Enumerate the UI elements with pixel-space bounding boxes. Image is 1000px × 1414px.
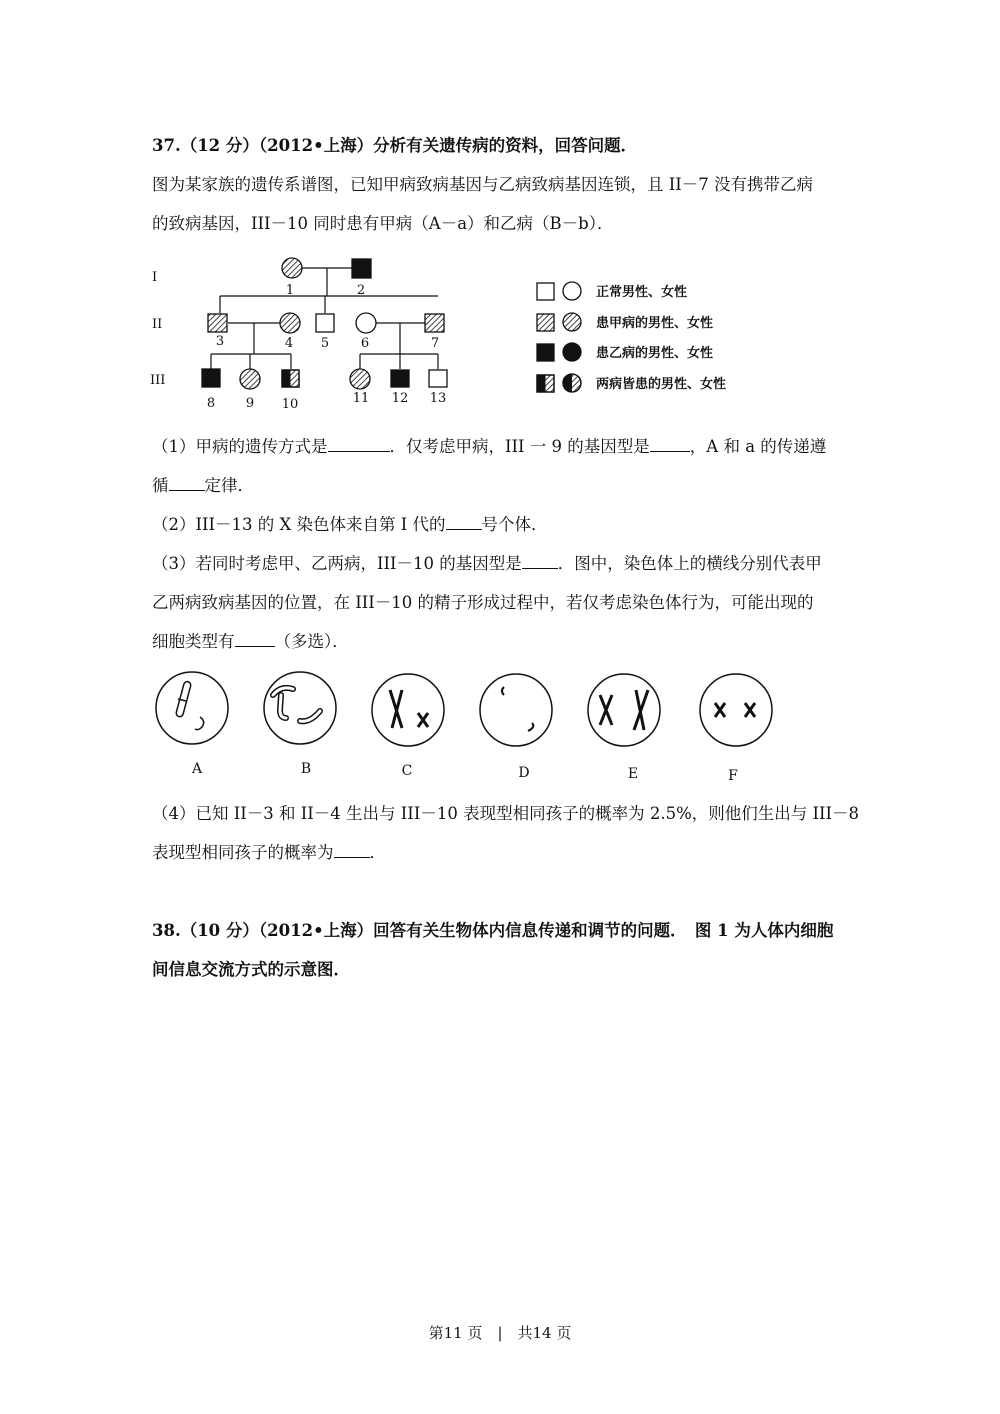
cell-label-E: E — [627, 766, 639, 782]
individual-label-10: 10 — [281, 397, 299, 412]
legend-disease-a-male-icon — [537, 314, 554, 331]
legend-disease-b-male-icon — [537, 344, 554, 361]
question-4-line2 — [152, 839, 386, 863]
individual-label-8: 8 — [206, 396, 216, 411]
individual-label-12: 12 — [391, 391, 409, 406]
q1-text-c: ，A 和 a 的传递遵 — [689, 437, 827, 456]
q2-blank-individual[interactable] — [446, 515, 482, 530]
question-38-line1: 38.（10 分）（2012•上海）回答有关生物体内信息传递和调节的问题． 图 1 为人体内细胞 — [152, 921, 834, 940]
pedigree-legend — [534, 278, 754, 398]
q4-text-b: 表现型相同孩子的概率为 — [152, 843, 334, 862]
question-3-line2: 乙两病致病基因的位置，在 III－10 的精子形成过程中，若仅考虑染色体行为，可能出现的 — [152, 593, 814, 612]
q3-blank-cell-types[interactable] — [235, 632, 275, 647]
question-37-intro-line1: 图为某家族的遗传系谱图，已知甲病致病基因与乙病致病基因连锁，且 II－7 没有携带乙病 — [152, 175, 814, 194]
individual-label-2: 2 — [356, 283, 366, 298]
individual-9-symbol — [240, 369, 260, 389]
q4-blank-probability[interactable] — [334, 843, 370, 858]
cell-A — [156, 672, 228, 744]
page-footer: 第11 页 | 共14 页 — [428, 1324, 572, 1342]
individual-1-symbol — [282, 258, 302, 278]
question-37-intro-line2: 的致病基因，III－10 同时患有甲病（A－a）和乙病（B－b）． — [152, 214, 614, 233]
cell-B — [264, 672, 336, 744]
individual-label-6: 6 — [360, 336, 370, 351]
individual-label-1: 1 — [285, 283, 295, 298]
question-3-line3 — [152, 628, 349, 652]
q4-text-c: ． — [369, 843, 386, 862]
question-1-line1 — [152, 433, 826, 457]
q2-text-b: 号个体． — [481, 515, 548, 534]
individual-label-13: 13 — [429, 391, 447, 406]
q3-text-b: ．图中，染色体上的横线分别代表甲 — [557, 554, 822, 573]
question-2 — [152, 511, 548, 535]
cell-D — [480, 674, 552, 746]
individual-2-symbol — [352, 259, 371, 278]
legend-disease-a-text: 患甲病的男性、女性 — [596, 316, 714, 331]
individual-3-symbol — [208, 314, 227, 332]
q1-text-a: （1）甲病的遗传方式是 — [152, 437, 328, 456]
question-3-line1 — [152, 550, 822, 574]
cell-label-C: C — [401, 763, 413, 779]
legend-normal-female-icon — [563, 282, 581, 300]
q1-blank-inheritance[interactable] — [328, 437, 390, 452]
legend-disease-b-female-icon — [563, 343, 581, 361]
individual-13-symbol — [429, 370, 447, 387]
legend-both-male-icon — [537, 375, 554, 392]
cell-label-B: B — [300, 761, 312, 777]
individual-label-5: 5 — [320, 336, 330, 351]
question-37-title: 37.（12 分）（2012•上海）分析有关遗传病的资料，回答问题． — [152, 136, 638, 155]
legend-normal-male-icon — [537, 283, 554, 300]
individual-6-symbol — [356, 313, 376, 333]
legend-disease-a-female-icon — [563, 313, 581, 331]
q1-text-b: ．仅考虑甲病，III 一 9 的基因型是 — [389, 437, 650, 456]
legend-both-text: 两病皆患的男性、女性 — [596, 377, 727, 392]
individual-10-symbol — [282, 370, 299, 387]
individual-label-9: 9 — [245, 396, 255, 411]
q3-text-c: 细胞类型有 — [152, 632, 235, 651]
cell-diagrams — [140, 665, 800, 790]
q2-text-a: （2）III－13 的 X 染色体来自第 I 代的 — [152, 515, 446, 534]
generation-label-III: III — [150, 373, 166, 388]
question-38-line2: 间信息交流方式的示意图． — [152, 960, 350, 979]
legend-both-female-icon — [563, 374, 581, 392]
individual-4-symbol — [280, 313, 300, 333]
pedigree-diagram — [140, 248, 460, 414]
individual-label-11: 11 — [352, 391, 370, 406]
cell-E — [588, 674, 660, 746]
q1-text-d: 循 — [152, 476, 169, 495]
cell-C — [372, 674, 444, 746]
individual-5-symbol — [316, 314, 334, 332]
individual-12-symbol — [391, 370, 409, 387]
generation-label-II: II — [152, 317, 163, 332]
q1-blank-law[interactable] — [169, 476, 205, 491]
individual-label-4: 4 — [284, 336, 294, 351]
legend-disease-b-text: 患乙病的男性、女性 — [596, 346, 714, 361]
individual-label-7: 7 — [430, 336, 440, 351]
q3-text-d: （多选）． — [274, 632, 349, 651]
cell-label-F: F — [728, 768, 738, 784]
cell-label-A: A — [191, 761, 203, 777]
q3-text-a: （3）若同时考虑甲、乙两病，III－10 的基因型是 — [152, 554, 522, 573]
individual-8-symbol — [202, 369, 220, 387]
q1-text-e: 定律． — [204, 476, 254, 495]
cell-label-D: D — [518, 765, 530, 781]
legend-normal-text: 正常男性、女性 — [596, 285, 688, 300]
q3-blank-genotype[interactable] — [522, 554, 558, 569]
individual-label-3: 3 — [215, 334, 225, 349]
cell-F — [700, 674, 772, 746]
generation-label-I: I — [152, 270, 158, 285]
question-4-line1: （4）已知 II－3 和 II－4 生出与 III－10 表现型相同孩子的概率为 2.5%，则他们生出与 III－8 — [152, 804, 860, 823]
individual-11-symbol — [350, 369, 370, 389]
individual-7-symbol — [425, 314, 444, 332]
question-1-line2 — [152, 472, 254, 496]
q1-blank-genotype[interactable] — [650, 437, 690, 452]
